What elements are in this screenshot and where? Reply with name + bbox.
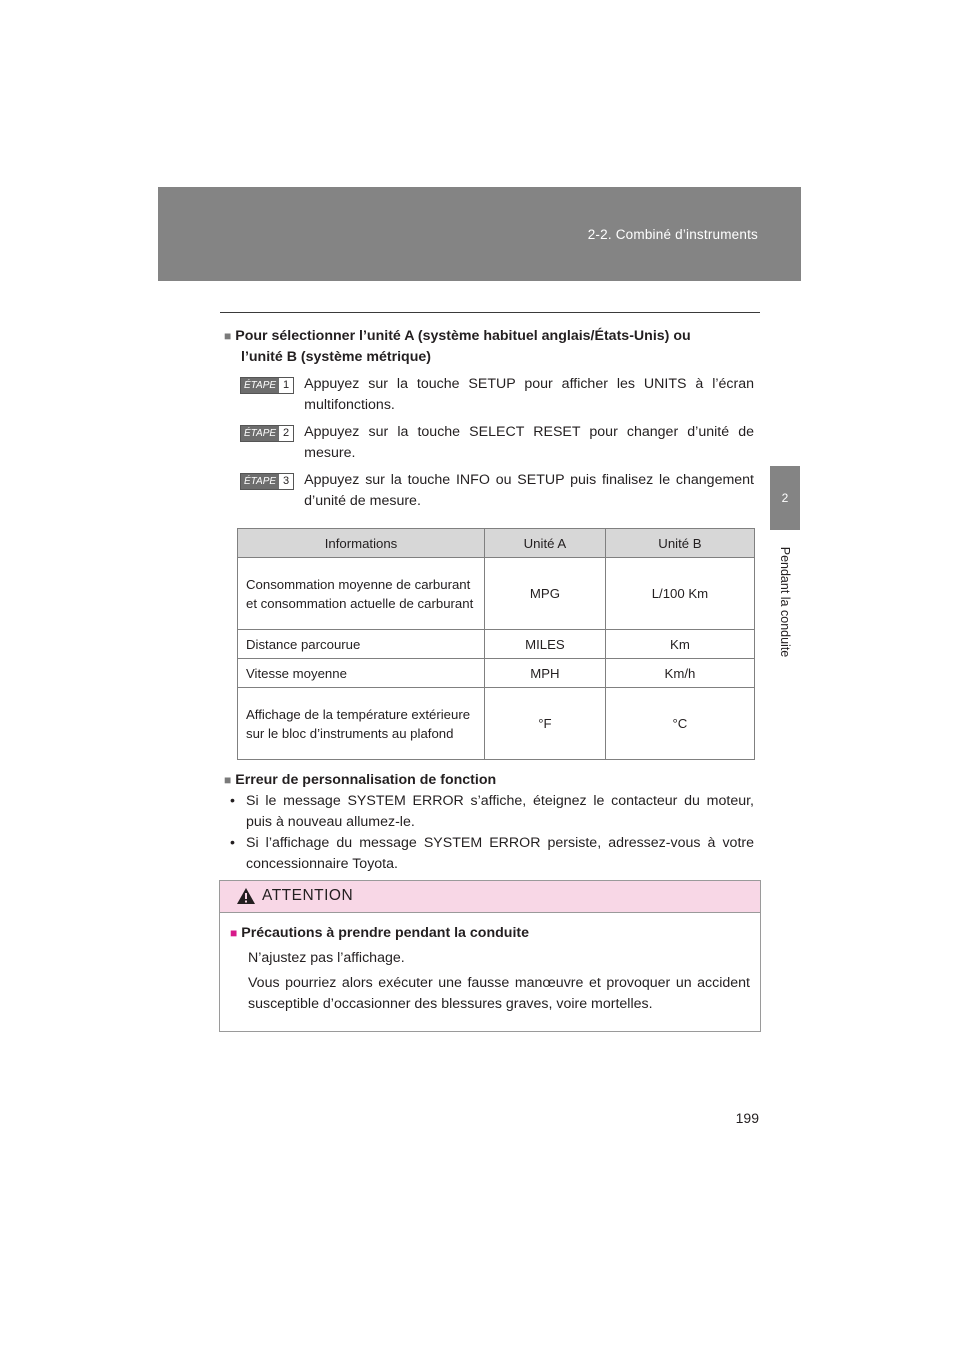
table-cell: Affichage de la température extérieure sur le bloc d’instruments au plafond: [238, 688, 485, 760]
square-bullet-icon: ■: [224, 773, 232, 787]
chapter-label: Pendant la conduite: [778, 546, 792, 658]
table-cell: Distance parcourue: [238, 630, 485, 659]
column-header: Unité A: [485, 529, 606, 558]
table-cell: Vitesse moyenne: [238, 659, 485, 688]
bullet-dot-icon: •: [230, 793, 235, 809]
step-1: [224, 374, 754, 416]
chapter-tab: [770, 466, 800, 530]
step-badge: ÉTAPE 1: [240, 377, 294, 394]
bullet-dot-icon: •: [230, 835, 235, 851]
warning-triangle-icon: [236, 887, 256, 905]
table-row: [238, 659, 755, 688]
step-badge: ÉTAPE 2: [240, 425, 294, 442]
page-number: 199: [735, 1110, 759, 1126]
attention-box: [219, 880, 761, 1032]
attention-title: ATTENTION: [262, 887, 354, 904]
attention-heading: ■ Précautions à prendre pendant la conduite: [230, 925, 529, 941]
units-heading-line2: l’unité B (système métrique): [241, 349, 432, 365]
error-heading: ■ Erreur de personnalisation de fonction: [224, 772, 497, 788]
square-bullet-icon: ■: [224, 329, 232, 343]
main-content: [224, 326, 754, 875]
attention-body: [220, 913, 760, 1015]
table-cell: Km/h: [605, 659, 754, 688]
units-heading: ■ Pour sélectionner l’unité A (système habituel anglais/États-Unis) ou: [224, 328, 691, 344]
table-row: [238, 688, 755, 760]
table-cell: L/100 Km: [605, 558, 754, 630]
attention-paragraph: N’ajustez pas l’affichage.: [248, 950, 405, 966]
step-badge: ÉTAPE 3: [240, 473, 294, 490]
column-header: Unité B: [605, 529, 754, 558]
top-rule: [220, 312, 760, 313]
square-bullet-icon: ■: [230, 926, 238, 940]
table-row: [238, 630, 755, 659]
attention-header: [220, 881, 760, 913]
table-cell: MPG: [485, 558, 606, 630]
column-header: Informations: [238, 529, 485, 558]
table-row: [238, 558, 755, 630]
chapter-number: 2: [781, 491, 789, 505]
table-cell: MPH: [485, 659, 606, 688]
step-2: [224, 422, 754, 464]
step-text: Appuyez sur la touche SELECT RESET pour changer d’unité de mesure.: [304, 424, 754, 461]
list-item: • Si l’affichage du message SYSTEM ERROR persiste, adressez-vous à votre concessionnaire Toyota.: [224, 833, 754, 875]
section-title: 2-2. Combiné d’instruments: [587, 227, 758, 242]
step-3: [224, 470, 754, 512]
list-item: • Si le message SYSTEM ERROR s’affiche, éteignez le contacteur du moteur, puis à nouveau allumez-le.: [224, 791, 754, 833]
table-cell: MILES: [485, 630, 606, 659]
table-cell: Km: [605, 630, 754, 659]
table-cell: °C: [605, 688, 754, 760]
attention-paragraph: Vous pourriez alors exécuter une fausse manœuvre et provoquer un accident susceptible d’occasionner des blessures graves, voire mortelles.: [248, 975, 750, 1012]
step-text: Appuyez sur la touche SETUP pour afficher les UNITS à l’écran multifonctions.: [304, 376, 754, 413]
table-cell: °F: [485, 688, 606, 760]
step-text: Appuyez sur la touche INFO ou SETUP puis finalisez le changement d’unité de mesure.: [304, 472, 754, 509]
table-header-row: [238, 529, 755, 558]
table-cell: Consommation moyenne de carburant et consommation actuelle de carburant: [238, 558, 485, 630]
units-table: [237, 528, 755, 760]
